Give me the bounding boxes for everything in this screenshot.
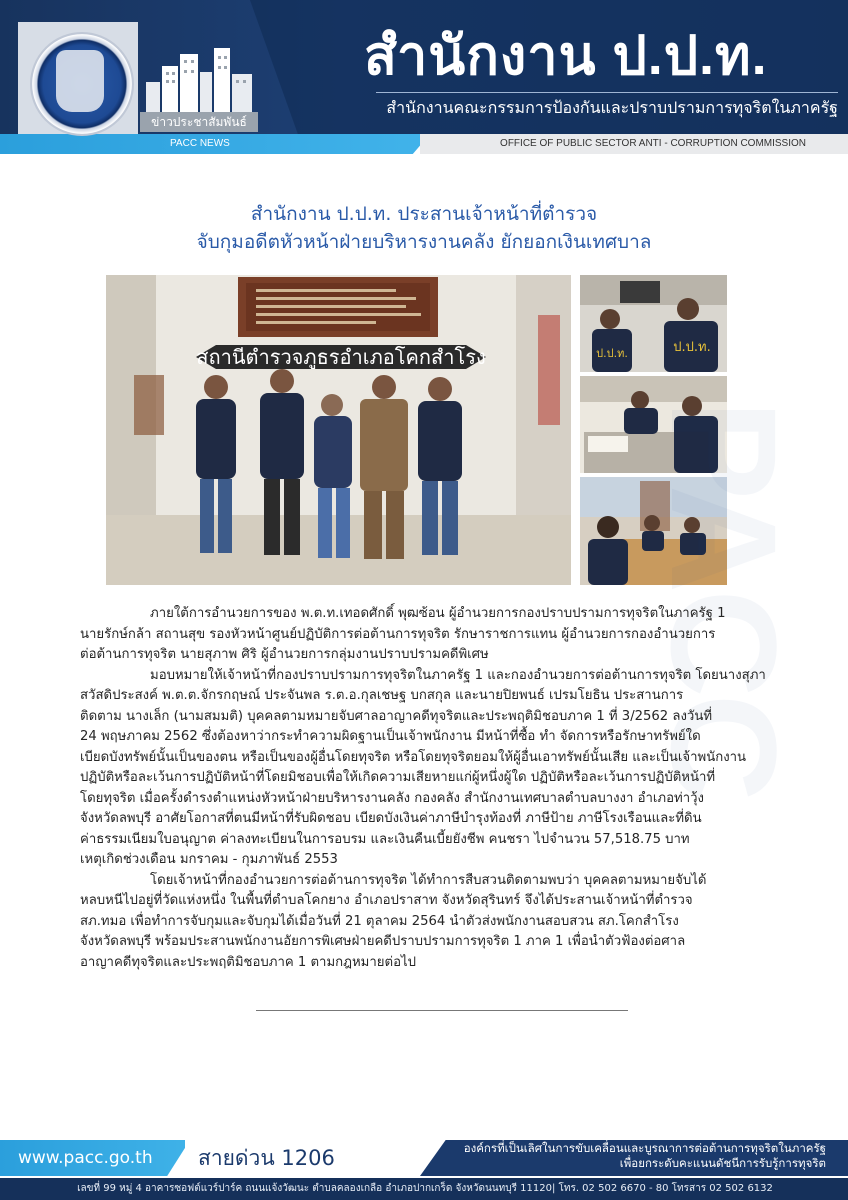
slogan-line-2: เพื่อยกระดับคะแนนดัชนีการรับรู้การทุจริต — [619, 1156, 826, 1170]
article-body — [80, 604, 770, 973]
p3-line: อาญาคดีทุจริตและประพฤติมิชอบภาค 1 ตามกฎหมายต่อไป — [80, 954, 416, 970]
footer-slogan — [452, 1141, 826, 1171]
office-title: สำนักงาน ป.ป.ท. — [364, 26, 768, 86]
vest-label-1: ป.ป.ท. — [596, 347, 628, 360]
p3-line: สภ.ทมอ เพื่อทำการจับกุมและจับกุมได้เมื่อวันที่ 21 ตุลาคม 2564 นำตัวส่งพนักงานสอบสวน สภ.โคกสำโรง — [80, 913, 679, 929]
news-headline — [60, 200, 788, 256]
p3-line: หลบหนีไปอยู่ที่วัดแห่งหนึ่ง ในพื้นที่ตำบลโคกยาง อำเภอปราสาท จังหวัดสุรินทร์ จึงได้ประสานเจ้าหน้าที่ตำรวจ — [80, 893, 693, 908]
seal-emblem — [56, 50, 104, 112]
slogan-line-1: องค์กรที่เป็นเลิศในการขับเคลื่อนและบูรณาการต่อต้านการทุจริตในภาครัฐ — [463, 1141, 826, 1155]
p3-line: จังหวัดลพบุรี พร้อมประสานพนักงานอัยการพิเศษฝ่ายคดีปราบปรามการทุจริต 1 ภาค 1 เพื่อนำตัวฟ้องต่อศาล — [80, 934, 686, 949]
city-skyline-icon — [142, 44, 257, 112]
p2-line: ค่าธรรมเนียมใบอนุญาต ค่าลงทะเบียนในการอบรม และเงินคืนเบี้ยยังชีพ คนชรา ไปจำนวน 57,518.75 บาท — [80, 831, 690, 847]
officers-at-counter-illustration — [580, 275, 727, 372]
p2-line: โดยทุจริต เมื่อครั้งดำรงตำแหน่งหัวหน้าฝ่ายบริหารงานคลัง กองคลัง สำนักงานเทศบาลตำบลบางงา อำเภอท่าวุ้ง — [80, 790, 704, 806]
group-photo-illustration — [106, 275, 571, 585]
p2-line: ปฏิบัติหรือละเว้นการปฏิบัติหน้าที่โดยมิชอบเพื่อให้เกิดความเสียหายแก่ผู้หนึ่งผู้ใด ปฏิบัติหรือละเว้นการปฏิบัติหน้าที่ — [80, 770, 716, 785]
title-divider — [376, 92, 838, 93]
p2-line: เหตุเกิดช่วงเดือน มกราคม - กุมภาพันธ์ 2553 — [80, 852, 338, 867]
headline-line-1: สำนักงาน ป.ป.ท. ประสานเจ้าหน้าที่ตำรวจ — [250, 203, 598, 225]
office-address: เลขที่ 99 หมู่ 4 อาคารซอฟต์แวร์ปาร์ค ถนนแจ้งวัฒนะ ตำบลคลองเกลือ อำเภอปากเกร็ด จังหวัดนนทบุรี 11120| โทร. 02 502 6670 - 80 โทรสาร 02 502 6132 — [77, 1183, 773, 1194]
station-sign-text: สถานีตำรวจภูธรอำเภอโคกสำโรง — [196, 345, 486, 369]
side-photo-1 — [580, 275, 727, 372]
headline-line-2: จับกุมอดีตหัวหน้าฝ่ายบริหารงานคลัง ยักยอกเงินเทศบาล — [196, 231, 652, 253]
p1-line: ภายใต้การอำนวยการของ พ.ต.ท.เทอดศักดิ์ พุฒซ้อน ผู้อำนวยการกองปราบปรามการทุจริตในภาครัฐ 1 — [150, 606, 726, 621]
p1-line: ต่อต้านการทุจริต นายสุภาพ ศิริ ผู้อำนวยการกลุ่มงานปราบปรามคดีพิเศษ — [80, 647, 489, 662]
p2-line: เบียดบังทรัพย์นั้นเป็นของตน หรือเป็นของผู้อื่นโดยทุจริต หรือโดยทุจริตยอมให้ผู้อื่นเอาทรัพย์นั้นเสีย และเป็นเจ้าพนักงาน — [80, 749, 747, 765]
p3-line: โดยเจ้าหน้าที่กองอำนวยการต่อต้านการทุจริต ได้ทำการสืบสวนติดตามพบว่า บุคคลตามหมายจับได้ — [150, 872, 707, 888]
website-link[interactable]: www.pacc.go.th — [18, 1148, 153, 1168]
paragraph-3 — [80, 871, 770, 974]
office-subtitle: สำนักงานคณะกรรมการป้องกันและปราบปรามการทุจริตในภาครัฐ — [386, 98, 838, 117]
end-divider — [256, 1010, 628, 1011]
p2-line: สวัสดิประสงค์ พ.ต.ต.จักรกฤษณ์ ประจันพล ร.ต.อ.กุลเชษฐ บกสกุล และนายปิยพนธ์ เปรมโยธิน ประสานการ — [80, 688, 684, 703]
paragraph-1 — [80, 604, 770, 666]
office-english-name: OFFICE OF PUBLIC SECTOR ANTI - CORRUPTION COMMISSION — [500, 138, 806, 149]
vest-label-2: ป.ป.ท. — [673, 340, 711, 355]
p2-line: ติดตาม นางเล็ก (นามสมมติ) บุคคลตามหมายจับศาลอาญาคดีทุจริตและประพฤติมิชอบภาค 1 ที่ 3/2562 ลงวันที่ — [80, 708, 713, 724]
p2-line: มอบหมายให้เจ้าหน้าที่กองปราบปรามการทุจริตในภาครัฐ 1 และกองอำนวยการต่อต้านการทุจริต โดยนางสุภา — [150, 667, 766, 683]
paragraph-2 — [80, 666, 770, 871]
news-tag: ข่าวประชาสัมพันธ์ — [140, 112, 258, 132]
pacc-news-label: PACC NEWS — [170, 138, 230, 149]
p2-line: 24 พฤษภาคม 2562 ซึ่งต้องหาว่ากระทำความผิดฐานเป็นเจ้าพนักงาน มีหน้าที่ซื้อ ทำ จัดการหรือรักษาทรัพย์ใด — [80, 729, 701, 744]
hotline-number: สายด่วน 1206 — [198, 1146, 335, 1170]
p2-line: จังหวัดลพบุรี อาศัยโอกาสที่ตนมีหน้าที่รับผิดชอบ เบียดบังเงินค่าภาษีบำรุงท้องที่ ภาษีป้าย ภาษีโรงเรือนและที่ดิน — [80, 811, 702, 826]
main-photo — [106, 275, 571, 585]
p1-line: นายรักษ์กล้า สถานสุข รองหัวหน้าศูนย์ปฏิบัติการต่อต้านการทุจริต รักษาราชการแทน ผู้อำนวยการกองอำนวยการ — [80, 626, 716, 642]
